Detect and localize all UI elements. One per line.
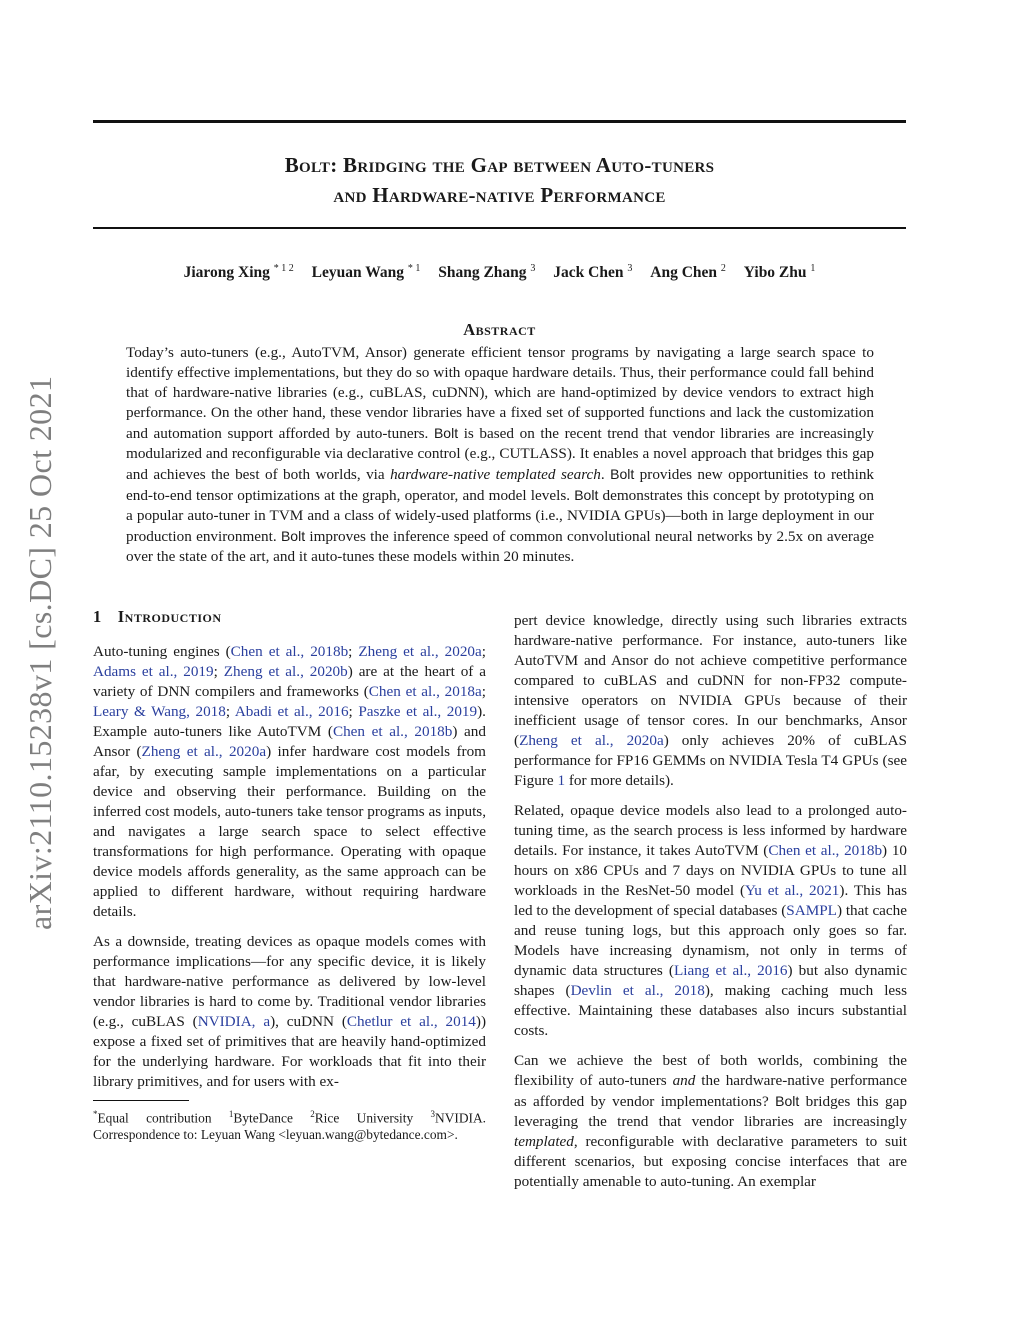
paragraph: Can we achieve the best of both worlds, combining the flexibility of auto-tuners and the hardware-native performance as afforded by vendor implementations? Bolt bridges this gap leveraging the trend that vendor libraries are increasingly templated, reconfigurable with declarative parameters to suit different scenarios, but exposing concise interfaces that are potentially amenable to auto-tuning. An exemplar [514,1052,907,1190]
abstract-heading: Abstract [463,320,536,339]
author: Shang Zhang $^3$ [438,263,536,282]
paper-title-line-1: Bolt: Bridging the Gap between Auto-tuners [284,153,715,177]
section-heading-introduction: 1 Introduction [93,607,222,626]
arxiv-identifier: arXiv:2110.15238v1 [cs.DC] 25 Oct 2021 [22,375,58,930]
citation-link[interactable]: Adams et al., 2019 [93,663,214,680]
citation-link[interactable]: Chen et al., 2018b [332,723,453,740]
title-rule-top [93,120,906,123]
citation-link[interactable]: Paszke et al., 2019 [358,703,478,720]
footnote-rule [93,1100,189,1101]
bolt-name: Bolt [610,466,635,482]
author: Jack Chen $^3$ [553,263,633,282]
paragraph: Related, opaque device models also lead to a prolonged auto-tuning time, as the search process is less informed by hardware details. For instance, it takes AutoTVM (Chen et al., 2018b) 10 hours on x86 CPUs and 7 days on NVIDIA GPUs to tune all workloads in the ResNet-50 model (Yu et al., 2021). This has led to the development of special databases (SAMPL) that cache and reuse tuning logs, but this approach only goes so far. Models have increasing dynamism, not only in terms of dynamic data structures (Liang et al., 2016) but also dynamic shapes (Devlin et al., 2018), making caching much less effective. Maintaining these databases also incurs substantial costs. [514,802,908,1039]
paragraph: Auto-tuning engines (Chen et al., 2018b; Zheng et al., 2020a; Adams et al., 2019; Zheng et al., 2020b) are at the heart of a variety of DNN compilers and frameworks (Chen et al., 2018a; Leary & Wang, 2018; Abadi et al., 2016; Paszke et al., 2019). Example auto-tuners like AutoTVM (Chen et al., 2018b) and Ansor (Zheng et al., 2020a) infer hardware cost models from afar, by executing sample implementations on a particular device and observing their performance. Building on the inferred cost models, auto-tuners take tensor programs as inputs, and navigates a large search space to select effective transformations for high performance. Operating with opaque device models affords generality, as the same approach can be applied to different hardware, without requiring hardware details. [93,643,486,920]
citation-link[interactable]: Chen et al., 2018a [368,683,482,700]
citation-link[interactable]: Zheng et al., 2020a [358,643,482,660]
citation-link[interactable]: NVIDIA, a [197,1013,271,1030]
bolt-name: Bolt [280,528,306,544]
bolt-name: Bolt [775,1093,800,1109]
left-column [93,607,486,1102]
footnote: *Equal contribution $^1$ByteDance $^2$Rice University $^3$NVIDIA. Correspondence to: Leyuan Wang <leyuan.wang@bytedance.com>. [93,1109,486,1143]
citation-link[interactable]: Devlin et al., 2018 [570,982,705,999]
abstract-text: Today’s auto-tuners (e.g., AutoTVM, Ansor) generate efficient tensor programs by navigating a large search space to identify effective implementations, but they do so with opaque hardware details. Thus, their performance could fall behind that of hardware-native libraries (e.g., cuBLAS, cuDNN), which are hand-optimized by device vendors to extract high performance. On the other hand, these vendor libraries have a fixed set of supported functions and lack the customization and automation support afforded by auto-tuners. Bolt is based on the recent trend that vendor libraries are increasingly modularized and reconfigurable via declarative control (e.g., CUTLASS). It enables a novel approach that bridges this gap and achieves the best of both worlds, via hardware-native templated search. Bolt provides new opportunities to rethink end-to-end tensor optimizations at the graph, operator, and model levels. Bolt demonstrates this concept by prototyping on a popular auto-tuner in TVM and a class of widely-used platforms (i.e., NVIDIA GPUs)—both in large deployment in our production environment. Bolt improves the inference speed of common convolutional neural networks by 2.5x on average over the state of the art, and it auto-tunes these models within 20 minutes. [126,344,875,565]
citation-link[interactable]: Zheng et al., 2020a [141,743,267,760]
citation-link[interactable]: Liang et al., 2016 [673,962,788,979]
paragraph: pert device knowledge, directly using such libraries extracts hardware-native performance. For instance, auto-tuners like AutoTVM and Ansor do not achieve competitive performance compared to cuBLAS and cuDNN for non-FP32 compute-intensive operators on NVIDIA GPUs because of their inefficient usage of tensor cores. In our benchmarks, Ansor (Zheng et al., 2020a) only achieves 20% of cuBLAS performance for FP16 GEMMs on NVIDIA Tesla T4 GPUs (see Figure 1 for more details). [514,612,907,789]
citation-link[interactable]: Leary & Wang, 2018 [93,703,226,720]
author: Ang Chen $^2$ [650,263,726,282]
citation-link[interactable]: Yu et al., 2021 [745,882,840,899]
bolt-name: Bolt [574,487,599,503]
bolt-name: Bolt [433,425,459,441]
citation-link[interactable]: Zheng et al., 2020b [223,663,348,680]
citation-link[interactable]: SAMPL [786,902,837,919]
author: Yibo Zhu $^1$ [743,263,816,282]
citation-link[interactable]: Abadi et al., 2016 [234,703,349,720]
citation-link[interactable]: Chen et al., 2018b [230,643,349,660]
author-list [93,263,906,282]
title-rule-bottom [93,227,906,229]
citation-link[interactable]: Zheng et al., 2020a [519,732,664,749]
figure-link[interactable]: 1 [557,772,566,789]
author: Jiarong Xing $^{* 1 2}$ [183,263,294,282]
citation-link[interactable]: Chetlur et al., 2014 [346,1013,476,1030]
author: Leyuan Wang $^{* 1}$ [311,263,421,282]
paper-title-line-2: and Hardware-native Performance [333,183,666,207]
paragraph: As a downside, treating devices as opaque models comes with performance implications—for any specific device, it is likely that hardware-native performance as delivered by low-level vendor libraries is hard to come by. Traditional vendor libraries (e.g., cuBLAS (NVIDIA, a), cuDNN (Chetlur et al., 2014)) expose a fixed set of primitives that are heavily hand-optimized for the underlying hardware. For workloads that fit into their library primitives, and for users with ex- [93,933,487,1090]
citation-link[interactable]: Chen et al., 2018b [768,842,883,859]
right-column [514,611,907,1202]
